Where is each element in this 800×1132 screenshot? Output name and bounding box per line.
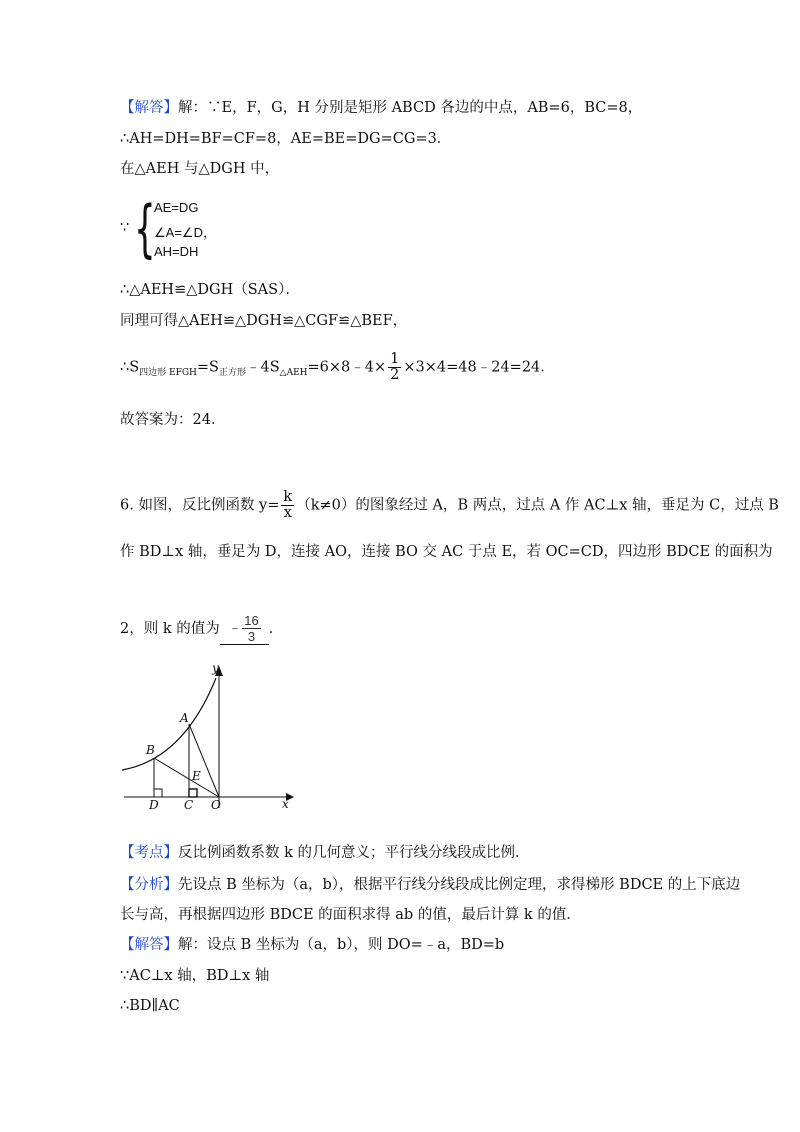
label-B: B	[146, 743, 155, 757]
solution2-line-3: ∴BD∥AC	[120, 998, 180, 1014]
label-D: D	[149, 798, 159, 810]
solution-line-3: 在△AEH 与△DGH 中，	[120, 161, 280, 177]
fraction-half: $\frac{1}{2}$	[390, 351, 400, 383]
solution-answer: 故答案为：24．	[120, 412, 226, 428]
key-point-tag: 【考点】	[120, 845, 178, 861]
analysis-tag: 【分析】	[120, 877, 178, 893]
condition-1: AE=DG	[154, 200, 199, 215]
area-formula: $\therefore S_{四边形 EFGH}=S_{正方形}﹣4S_{\triangle AEH}=6\times 8﹣4\times$ $\frac{1}{2}$ ×3×4=48﹣24=24．	[120, 351, 555, 383]
label-y: y	[212, 661, 219, 675]
right-angle-D	[154, 789, 162, 797]
hyperbola-figure	[116, 660, 306, 810]
fraction-k-over-x: $\frac{k}{x}$	[283, 489, 293, 521]
segment-AO	[189, 724, 219, 797]
right-angle-C	[189, 789, 197, 797]
solution2-line-1: 【解答】解：设点 B 坐标为（a，b），则 DO=﹣a，BD=b	[120, 937, 505, 953]
segment-BO	[154, 758, 219, 797]
question-6-line-1: 6. 如图，反比例函数 y= $\frac{k}{x}$ （k≠0）的图象经过 A，B 两点，过点 A 作 AC⊥x 轴，垂足为 C，过点 B	[120, 489, 779, 521]
label-O: O	[211, 798, 221, 810]
label-C: C	[184, 798, 194, 810]
label-E: E	[192, 769, 201, 783]
condition-2: ∠A=∠D，	[154, 225, 216, 240]
label-A: A	[180, 711, 189, 725]
analysis-line-1: 【分析】先设点 B 坐标为（a，b），根据平行线分线段成比例定理，求得梯形 BDCE 的上下底边	[120, 877, 741, 893]
solution-line-1: 【解答】解：∵E，F，G，H 分别是矩形 ABCD 各边的中点，AB=6，BC=8，	[120, 100, 643, 116]
answer-tag-2: 【解答】	[120, 937, 178, 953]
answer-tag: 【解答】	[120, 100, 178, 116]
solution-line-4: ∴△AEH≌△DGH（SAS）．	[120, 282, 300, 298]
key-point-line: 【考点】反比例函数系数 k 的几何意义；平行线分线段成比例．	[120, 845, 530, 861]
solution-line-2: ∴AH=DH=BF=CF=8，AE=BE=DG=CG=3．	[120, 131, 452, 147]
solution2-line-2: ∵AC⊥x 轴，BD⊥x 轴	[120, 968, 270, 984]
question-6-line-3: 2，则 k 的值为 ﹣ $\frac{16}{3}$ ．	[120, 613, 284, 644]
label-x: x	[282, 797, 289, 810]
question-6-line-2: 作 BD⊥x 轴，垂足为 D，连接 AO，连接 BO 交 AC 于点 E，若 OC=CD，四边形 BDCE 的面积为	[120, 544, 773, 560]
condition-3: AH=DH	[154, 244, 199, 259]
brace-glyph: {	[134, 192, 156, 265]
congruence-conditions: ∵ { AE=DG ∠A=∠D， AH=DH	[120, 192, 216, 265]
analysis-line-2: 长与高，再根据四边形 BDCE 的面积求得 ab 的值，最后计算 k 的值．	[120, 907, 581, 923]
answer-blank: ﹣ $\frac{16}{3}$	[220, 613, 269, 645]
solution-line-5: 同理可得△AEH≌△DGH≌△CGF≌△BEF，	[120, 313, 408, 329]
